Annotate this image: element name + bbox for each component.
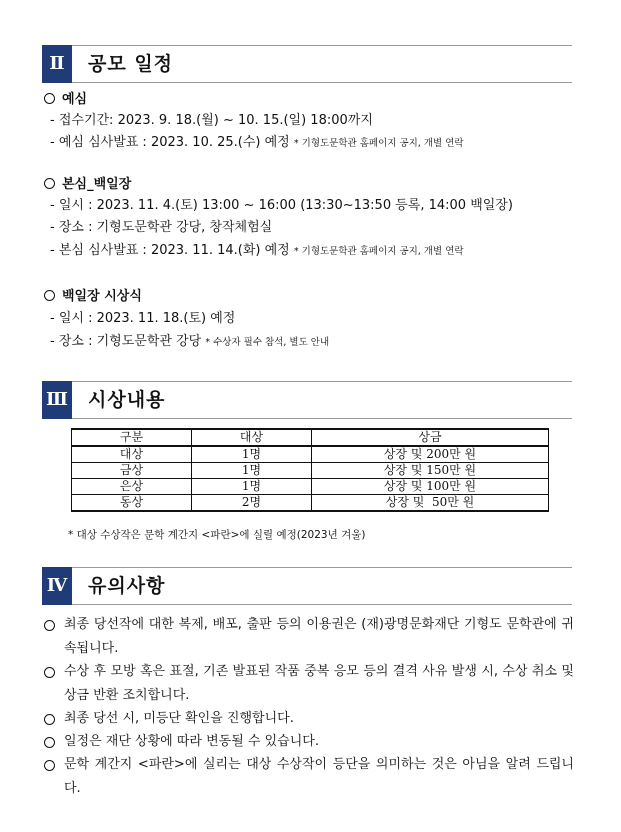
section-number-badge: Ⅲ — [42, 381, 72, 419]
table-row — [72, 479, 549, 495]
notice-text: 최종 당선작에 대한 복제, 배포, 출판 등의 이용권은 (재)광명문화재단 기형도 문학관에 귀속됩니다. — [64, 617, 574, 656]
header-cell: 구분 — [72, 429, 192, 446]
section-title: 유의사항 — [88, 575, 166, 597]
award-grade: 대상 — [72, 446, 192, 463]
table-row — [72, 446, 549, 463]
circle-bullet-icon — [44, 737, 55, 748]
notice-text: 최종 당선 시, 미등단 확인을 진행합니다. — [64, 711, 294, 726]
section-title: 공모 일정 — [88, 53, 174, 75]
notice-item — [44, 660, 574, 708]
schedule-main-line2: - 장소 : 기형도문학관 강당, 창작체험실 — [50, 220, 273, 235]
table-row — [72, 495, 549, 512]
award-prize: 상장 및 200만 원 — [312, 446, 549, 463]
circle-bullet-icon — [44, 760, 55, 771]
schedule-main-heading: 본심_백일장 — [44, 176, 131, 194]
section-header-awards — [42, 381, 572, 419]
schedule-ceremony-heading: 백일장 시상식 — [44, 288, 142, 306]
notice-item — [44, 707, 574, 731]
schedule-prelim-note: * 기형도문학관 홈페이지 공지, 개별 연락 — [293, 138, 464, 149]
section-header-schedule — [42, 45, 572, 83]
schedule-prelim-heading: 예심 — [44, 91, 87, 109]
schedule-ceremony-line2: - 장소 : 기형도문학관 강당 * 수상자 필수 참석, 별도 안내 — [50, 334, 330, 349]
award-count: 1명 — [192, 446, 312, 463]
header-rule-bottom — [72, 82, 572, 83]
awards-table — [71, 428, 549, 512]
section-number-badge: Ⅳ — [42, 567, 72, 605]
award-count: 1명 — [192, 479, 312, 495]
award-prize: 상장 및 50만 원 — [312, 495, 549, 512]
award-grade: 은상 — [72, 479, 192, 495]
header-cell: 상금 — [312, 429, 549, 446]
circle-bullet-icon — [44, 290, 55, 301]
notice-text: 수상 후 모방 혹은 표절, 기존 발표된 작품 중복 응모 등의 결격 사유 발생 시, 수상 취소 및 상금 반환 조치합니다. — [64, 664, 574, 703]
table-row — [72, 463, 549, 479]
header-cell: 대상 — [192, 429, 312, 446]
circle-bullet-icon — [44, 178, 55, 189]
circle-bullet-icon — [44, 93, 55, 104]
circle-bullet-icon — [44, 620, 55, 631]
schedule-prelim-line2: - 예심 심사발표 : 2023. 10. 25.(수) 예정 * 기형도문학관 홈페이지 공지, 개별 연락 — [50, 135, 464, 150]
header-rule-bottom — [72, 418, 572, 419]
schedule-main-line3: - 본심 심사발표 : 2023. 11. 14.(화) 예정 * 기형도문학관 홈페이지 공지, 개별 연락 — [50, 243, 464, 258]
award-count: 2명 — [192, 495, 312, 512]
schedule-main-line1: - 일시 : 2023. 11. 4.(토) 13:00 ~ 16:00 (13:30~13:50 등록, 14:00 백일장) — [50, 198, 513, 213]
notice-item — [44, 613, 574, 661]
section-title: 시상내용 — [88, 389, 166, 411]
award-grade: 동상 — [72, 495, 192, 512]
section-number-badge: Ⅱ — [42, 45, 72, 83]
notice-item — [44, 730, 574, 754]
award-count: 1명 — [192, 463, 312, 479]
notice-text: 일정은 재단 상황에 따라 변동될 수 있습니다. — [64, 734, 319, 749]
awards-note: * 대상 수상작은 문학 계간지 <파란>에 실릴 예정(2023년 겨울) — [68, 529, 366, 541]
award-prize: 상장 및 100만 원 — [312, 479, 549, 495]
award-prize: 상장 및 150만 원 — [312, 463, 549, 479]
schedule-prelim-line1: - 접수기간: 2023. 9. 18.(월) ~ 10. 15.(일) 18:00까지 — [50, 113, 373, 128]
schedule-ceremony-note: * 수상자 필수 참석, 별도 안내 — [205, 337, 330, 348]
award-grade: 금상 — [72, 463, 192, 479]
header-rule-bottom — [72, 604, 572, 605]
circle-bullet-icon — [44, 714, 55, 725]
awards-header-row — [72, 429, 549, 446]
notice-text: 문학 계간지 <파란>에 실리는 대상 수상작이 등단을 의미하는 것은 아님을 알려 드립니다. — [64, 757, 574, 796]
schedule-main-note: * 기형도문학관 홈페이지 공지, 개별 연락 — [293, 246, 464, 257]
schedule-ceremony-line1: - 일시 : 2023. 11. 18.(토) 예정 — [50, 311, 236, 326]
section-header-notices — [42, 567, 572, 605]
notice-item — [44, 753, 574, 801]
circle-bullet-icon — [44, 667, 55, 678]
